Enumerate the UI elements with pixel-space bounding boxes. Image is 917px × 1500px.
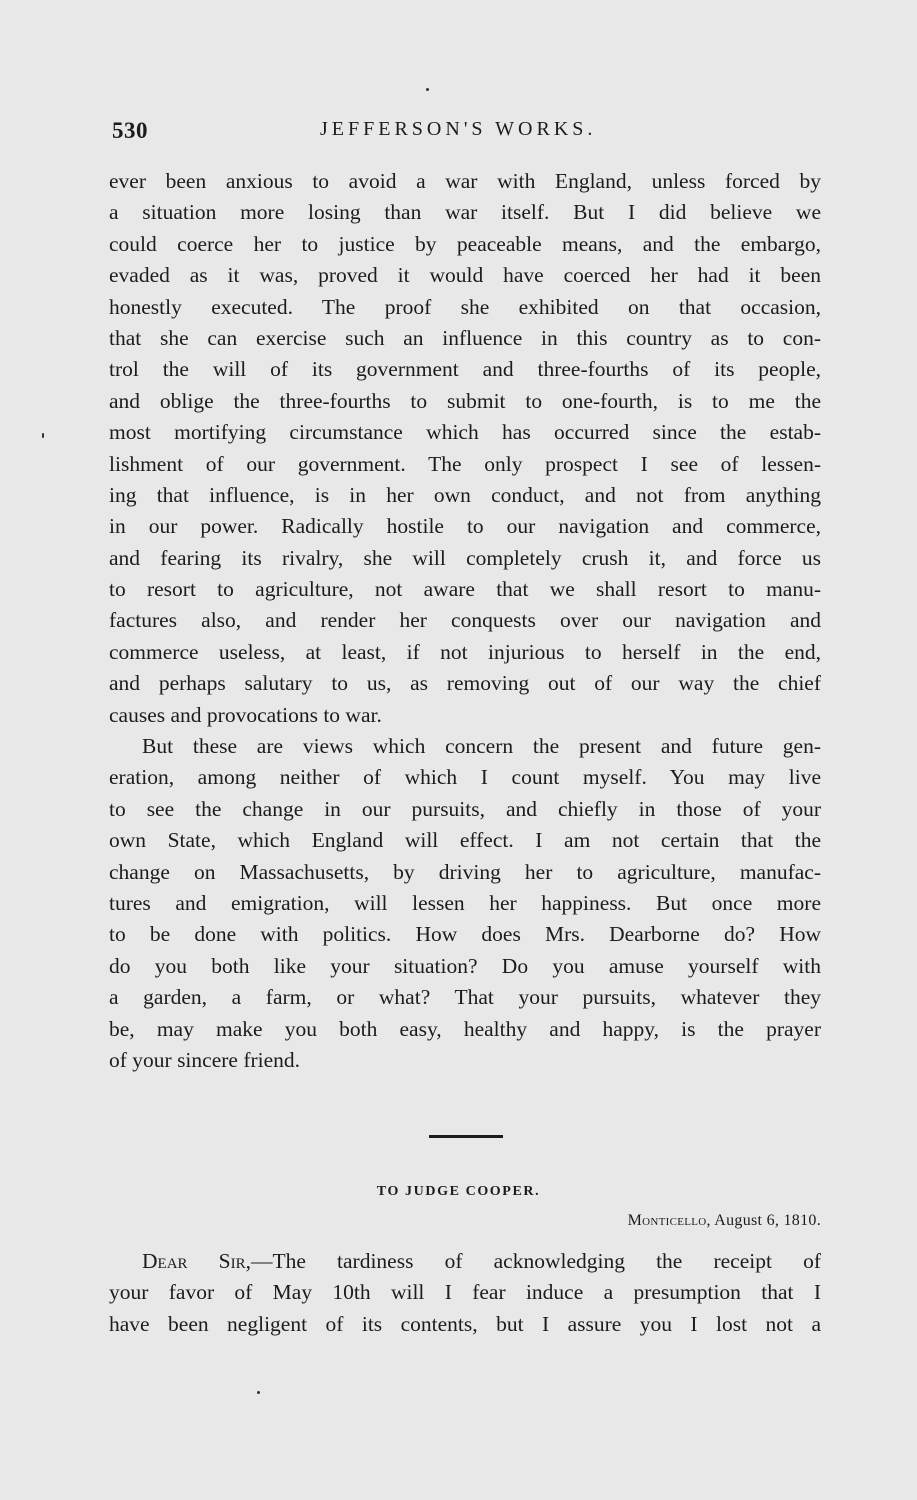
text-line: be, may make you both easy, healthy and happy, is the prayer xyxy=(109,1016,821,1041)
letter-body xyxy=(109,166,821,1076)
letter-opening xyxy=(109,1246,821,1340)
text-line: and fearing its rivalry, she will completely crush it, and force us xyxy=(109,545,821,570)
section-divider xyxy=(429,1135,503,1138)
dateline-date: , August 6, 1810. xyxy=(706,1212,821,1229)
text-line: in our power. Radically hostile to our navigation and commerce, xyxy=(109,514,821,539)
text-line: and perhaps salutary to us, as removing out of our way the chief xyxy=(109,671,821,696)
text-line: a garden, a farm, or what? That your pursuits, whatever they xyxy=(109,985,821,1010)
salutation: Dear Sir xyxy=(142,1249,246,1273)
print-speck xyxy=(426,88,429,91)
paragraph-2 xyxy=(109,731,821,1076)
text-line: commerce useless, at least, if not injurious to herself in the end, xyxy=(109,639,821,664)
letter-heading: TO JUDGE COOPER. xyxy=(376,1184,541,1199)
opening-text: ,—The tardiness of acknowledging the receipt of xyxy=(245,1249,821,1273)
text-line: ever been anxious to avoid a war with England, unless forced by xyxy=(109,169,821,193)
page-header xyxy=(112,112,822,152)
text-line: own State, which England will effect. I am not certain that the xyxy=(109,828,821,853)
text-line: your favor of May 10th will I fear induce a presumption that I xyxy=(109,1280,821,1305)
letter-dateline xyxy=(628,1212,821,1230)
text-line: and oblige the three-fourths to submit to one-fourth, is to me the xyxy=(109,388,821,413)
text-line: change on Massachusetts, by driving her to agriculture, manufac- xyxy=(109,859,821,884)
text-line: tures and emigration, will lessen her happiness. But once more xyxy=(109,890,821,915)
page-number: 530 xyxy=(112,118,148,143)
text-line xyxy=(109,1246,821,1277)
text-line: eration, among neither of which I count myself. You may live xyxy=(109,765,821,790)
text-line: most mortifying circumstance which has occurred since the estab- xyxy=(109,420,821,445)
dateline-place: Monticello xyxy=(627,1212,707,1229)
print-speck xyxy=(257,1391,260,1394)
text-line: to resort to agriculture, not aware that we shall resort to manu- xyxy=(109,577,821,602)
paragraph-1 xyxy=(109,166,821,731)
running-title: JEFFERSON'S WORKS. xyxy=(320,118,597,140)
text-line: honestly executed. The proof she exhibited on that occasion, xyxy=(109,294,821,319)
text-line: factures also, and render her conquests over our navigation and xyxy=(109,608,821,633)
text-line: lishment of our government. The only prospect I see of lessen- xyxy=(109,451,821,476)
text-line: of your sincere friend. xyxy=(109,1047,301,1072)
text-line: But these are views which concern the present and future gen- xyxy=(142,734,821,759)
text-line: ing that influence, is in her own conduct, and not from anything xyxy=(109,482,821,507)
text-line: trol the will of its government and three-fourths of its people, xyxy=(109,357,821,382)
text-line: have been negligent of its contents, but I assure you I lost not a xyxy=(109,1311,821,1336)
text-line: that she can exercise such an influence in this country as to con- xyxy=(109,325,821,350)
text-line: to see the change in our pursuits, and chiefly in those of your xyxy=(109,796,821,821)
print-speck xyxy=(42,433,44,438)
text-line: causes and provocations to war. xyxy=(109,702,382,727)
text-line: evaded as it was, proved it would have coerced her had it been xyxy=(109,263,821,288)
text-line: do you both like your situation? Do you amuse yourself with xyxy=(109,953,821,978)
text-line: could coerce her to justice by peaceable means, and the embargo, xyxy=(109,231,821,256)
text-line: to be done with politics. How does Mrs. Dearborne do? How xyxy=(109,922,821,947)
text-line: a situation more losing than war itself. But I did believe we xyxy=(109,200,821,225)
